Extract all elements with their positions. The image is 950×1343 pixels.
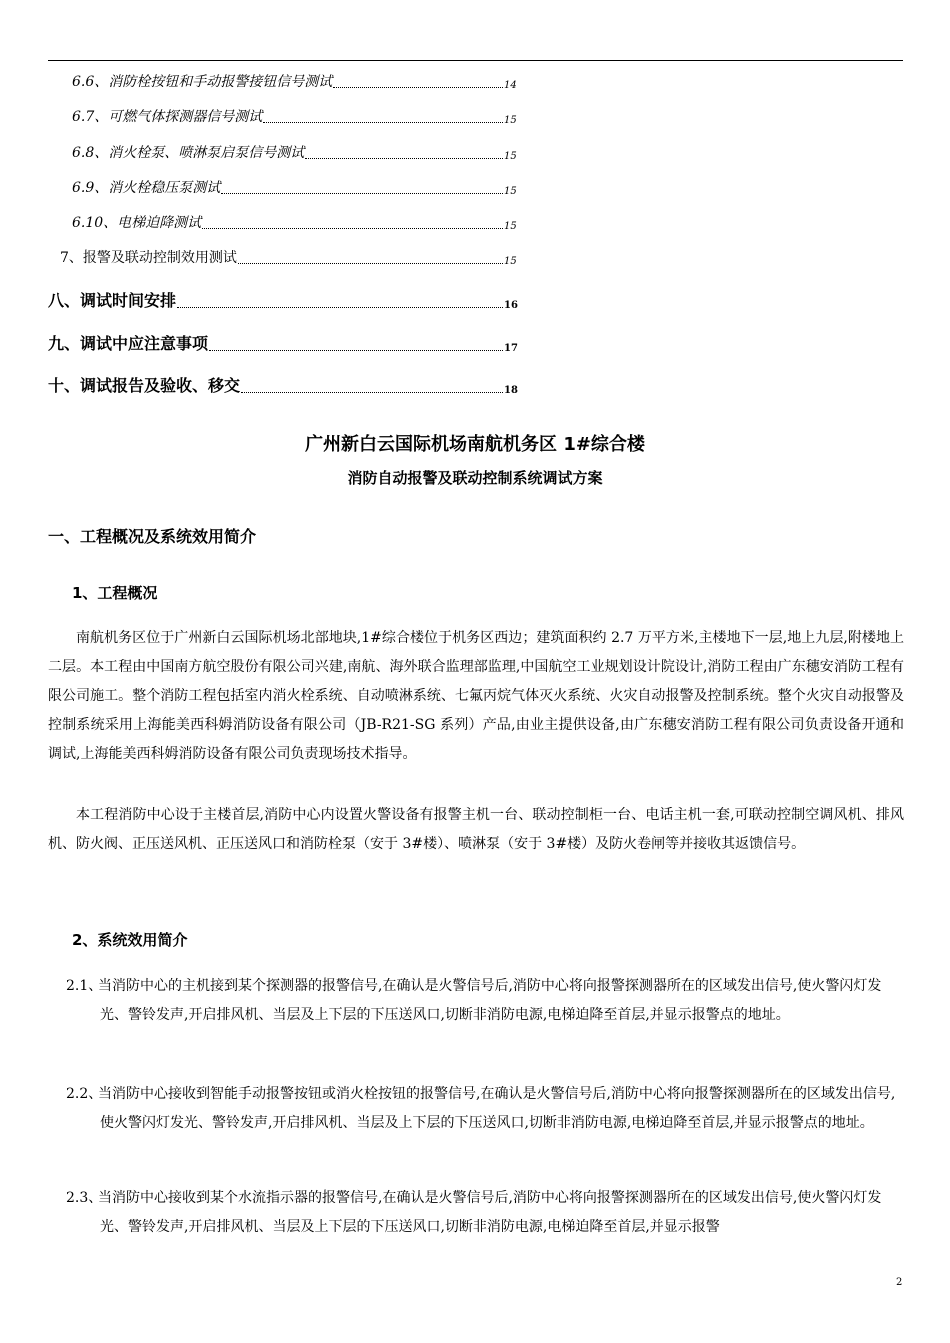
- toc-leader: [333, 87, 503, 88]
- toc-entry-page: 16: [504, 300, 518, 311]
- toc-leader: [209, 350, 503, 351]
- toc-entry-page: 15: [504, 115, 517, 126]
- toc-entry-label: 6.6、消防栓按钮和手动报警接钮信号测试: [72, 74, 333, 90]
- section-heading: 一、工程概况及系统效用简介: [48, 527, 257, 546]
- toc-leader: [221, 193, 503, 194]
- document-title: 广州新白云国际机场南航机务区 1#综合楼: [305, 434, 645, 455]
- list-item-text: 当消防中心接收到智能手动报警按钮或消火栓按钮的报警信号,在确认是火警信号后,消防中心将向报警探测器所在的区域发出信号,使火警闪灯发光、警铃发声,开启排风机、当层及上下层的下压送风口,切断非消防电源,电梯迫降至首层,并显示报警点的地址。: [98, 1086, 896, 1131]
- list-item-text: 当消防中心接收到某个水流指示器的报警信号,在确认是火警信号后,消防中心将向报警探测器所在的区域发出信号,使火警闪灯发光、警铃发声,开启排风机、当层及上下层的下压送风口,切断非消防电源,电梯迫降至首层,并显示报警: [98, 1190, 882, 1235]
- toc-entry[interactable]: [60, 247, 516, 267]
- toc-entry[interactable]: [72, 71, 516, 91]
- toc-entry[interactable]: [72, 106, 516, 126]
- toc-entry-page: 14: [504, 80, 517, 91]
- toc-entry-label: 7、报警及联动控制效用测试: [60, 250, 237, 266]
- list-item-number: 2.3、: [66, 1190, 103, 1206]
- document-subtitle: 消防自动报警及联动控制系统调试方案: [347, 469, 603, 487]
- toc-entry-label: 6.10、电梯迫降测试: [72, 215, 202, 231]
- toc-leader: [263, 122, 503, 123]
- toc-entry-label: 6.8、消火栓泵、喷淋泵启泵信号测试: [72, 145, 305, 161]
- list-item: [66, 1080, 896, 1138]
- toc-entry-page: 15: [504, 256, 517, 267]
- toc-entry-label: 6.9、消火栓稳压泵测试: [72, 180, 221, 196]
- toc-entry-label: 6.7、可燃气体探测器信号测试: [72, 109, 263, 125]
- toc-entry-page: 17: [504, 343, 518, 354]
- list-item: [66, 972, 896, 1030]
- toc-entry[interactable]: [72, 177, 516, 197]
- toc-entry-page: 18: [504, 385, 518, 396]
- list-item-text: 当消防中心的主机接到某个探测器的报警信号,在确认是火警信号后,消防中心将向报警探测器所在的区域发出信号,使火警闪灯发光、警铃发声,开启排风机、当层及上下层的下压送风口,切断非消防电源,电梯迫降至首层,并显示报警点的地址。: [98, 978, 882, 1023]
- page-number: 2: [896, 1277, 903, 1288]
- toc-entry[interactable]: [48, 373, 516, 396]
- toc-entry-label: 八、调试时间安排: [48, 291, 177, 310]
- toc-entry[interactable]: [72, 212, 516, 232]
- subsection-heading: 2、系统效用简介: [72, 931, 188, 949]
- toc-entry-label: 十、调试报告及验收、移交: [48, 376, 241, 395]
- toc-leader: [238, 263, 503, 264]
- paragraph: 本工程消防中心设于主楼首层,消防中心内设置火警设备有报警主机一台、联动控制柜一台、电话主机一套,可联动控制空调风机、排风机、防火阀、正压送风机、正压送风口和消防栓泵（安于 3#楼）、喷淋泵（安于 3#楼）及防火卷闸等并接收其返馈信号。: [48, 807, 904, 852]
- toc-leader: [241, 392, 503, 393]
- header-rule: [48, 60, 903, 61]
- toc-entry[interactable]: [48, 288, 516, 311]
- toc-entry-page: 15: [504, 186, 517, 197]
- toc-entry-page: 15: [504, 221, 517, 232]
- toc-entry[interactable]: [48, 331, 516, 354]
- toc-leader: [305, 158, 503, 159]
- toc-entry-label: 九、调试中应注意事项: [48, 334, 209, 353]
- paragraph: 南航机务区位于广州新白云国际机场北部地块,1#综合楼位于机务区西边；建筑面积约 2.7 万平方米,主楼地下一层,地上九层,附楼地上二层。本工程由中国南方航空股份有限公司兴建,南航、海外联合监理部监理,中国航空工业规划设计院设计,消防工程由广东穗安消防工程有限公司施工。整个消防工程包括室内消火栓系统、自动喷淋系统、七氟丙烷气体灭火系统、火灾自动报警及控制系统。整个火灾自动报警及控制系统采用上海能美西科姆消防设备有限公司（JB-R21-SG 系列）产品,由业主提供设备,由广东穗安消防工程有限公司负责设备开通和调试,上海能美西科姆消防设备有限公司负责现场技术指导。: [48, 630, 904, 762]
- toc-entry-page: 15: [504, 151, 517, 162]
- list-item: [66, 1184, 896, 1242]
- list-item-number: 2.1、: [66, 978, 103, 994]
- toc-leader: [177, 307, 503, 308]
- toc-entry[interactable]: [72, 142, 516, 162]
- toc-leader: [202, 228, 503, 229]
- subsection-heading: 1、工程概况: [72, 584, 158, 602]
- list-item-number: 2.2、: [66, 1086, 103, 1102]
